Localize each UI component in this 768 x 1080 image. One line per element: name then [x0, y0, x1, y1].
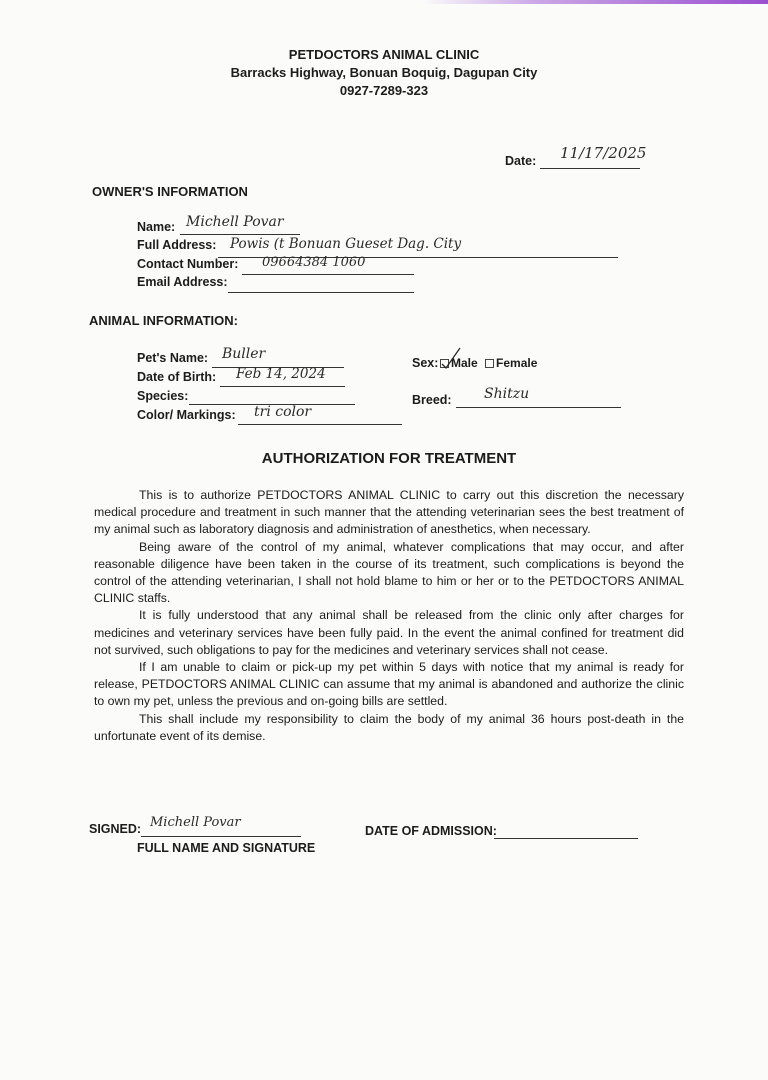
sex-label: Sex: [412, 356, 439, 370]
sex-female-label: Female [496, 356, 538, 370]
authorization-paragraph: This shall include my responsibility to claim the body of my animal 36 hours post-death in the unfortunate event of its demise. [94, 711, 684, 743]
dob-line [220, 386, 345, 387]
authorization-paragraph: It is fully understood that any animal shall be released from the clinic only after charges for medicines and veterinary services have been fully paid. In the event the animal confined for treatment did not survived, such obligations to pay for the medicines and veterinary services shall not cease. [94, 608, 684, 657]
breed-value: Shitzu [484, 386, 530, 402]
animal-section-heading: ANIMAL INFORMATION: [89, 313, 238, 328]
authorization-paragraph: If I am unable to claim or pick-up my pet within 5 days with notice that my animal is ready for release, PETDOCTORS ANIMAL CLINIC can assume that my animal is abandoned and authorize the clinic to own my pet, unless the previous and on-going bills are settled. [94, 660, 684, 709]
date-value: 11/17/2025 [560, 144, 647, 162]
owner-name-value: Michell Povar [186, 214, 284, 230]
date-underline [540, 168, 640, 169]
owner-contact-label: Contact Number: [137, 257, 239, 271]
signed-label: SIGNED: [89, 822, 142, 836]
scan-edge-artifact [0, 0, 768, 4]
pet-name-label: Pet's Name: [137, 351, 209, 365]
authorization-paragraph: This is to authorize PETDOCTORS ANIMAL CLINIC to carry out this discretion the necessary medical procedure and treatment in such manner that the attending veterinarian sees the best treatment of my animal such as laboratory diagnosis and administration of anesthetics, when necessary. [94, 488, 684, 537]
female-checkbox [485, 359, 494, 368]
owner-contact-line [242, 274, 414, 275]
authorization-title: AUTHORIZATION FOR TREATMENT [261, 450, 517, 467]
owner-address-label: Full Address: [137, 238, 217, 252]
signature-value: Michell Povar [150, 815, 241, 830]
signature-caption: FULL NAME AND SIGNATURE [137, 841, 316, 855]
dob-label: Date of Birth: [137, 370, 217, 384]
owner-email-line [228, 292, 414, 293]
authorization-body [94, 487, 684, 745]
date-label: Date: [505, 154, 537, 168]
breed-label: Breed: [412, 393, 452, 407]
owner-section-heading: OWNER'S INFORMATION [92, 184, 248, 199]
species-label: Species: [137, 389, 189, 403]
clinic-phone: 0927-7289-323 [339, 83, 429, 98]
male-check-mark [440, 346, 464, 370]
dob-value: Feb 14, 2024 [236, 366, 326, 382]
owner-email-label: Email Address: [137, 275, 228, 289]
signature-line [141, 836, 301, 837]
admission-label: DATE OF ADMISSION: [365, 824, 497, 838]
breed-line [456, 407, 621, 408]
owner-contact-value: 09664384 1060 [262, 255, 366, 270]
admission-line [494, 838, 638, 839]
owner-name-label: Name: [137, 220, 176, 234]
owner-name-line [180, 234, 300, 235]
authorization-paragraph: Being aware of the control of my animal, whatever complications that may occur, and after reasonable diligence have been taken in the course of its treatment, such complications is beyond the control of the attending veterinarian, I shall not hold blame to him or her or to the PETDOCTORS ANIMAL CLINIC staffs. [94, 539, 684, 606]
color-value: tri color [254, 404, 312, 420]
sex-male-label: Male [451, 356, 478, 370]
clinic-name: PETDOCTORS ANIMAL CLINIC [288, 47, 480, 62]
color-line [238, 424, 402, 425]
owner-address-value: Powis (t Bonuan Gueset Dag. City [230, 236, 462, 252]
clinic-address: Barracks Highway, Bonuan Boquig, Dagupan City [230, 65, 538, 80]
pet-name-value: Buller [222, 346, 266, 362]
color-label: Color/ Markings: [137, 408, 236, 422]
